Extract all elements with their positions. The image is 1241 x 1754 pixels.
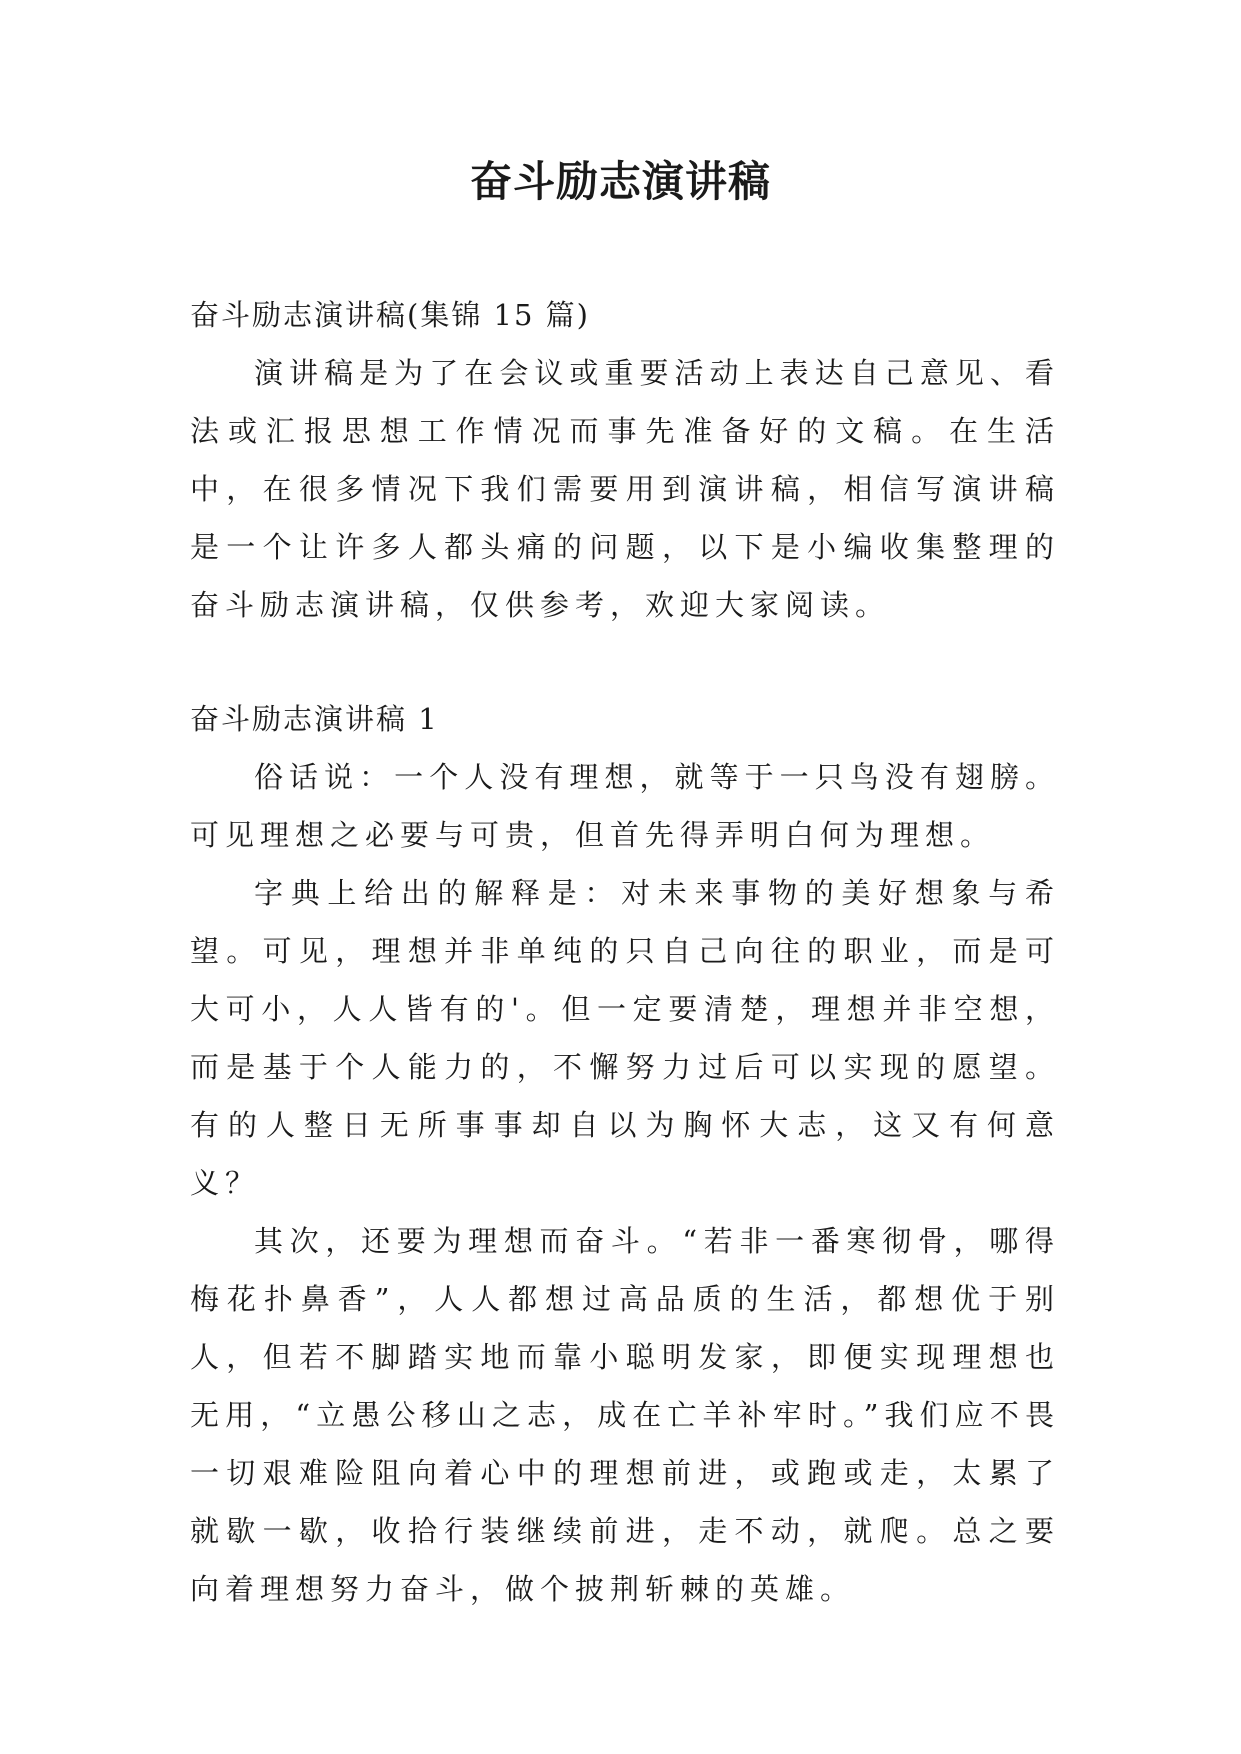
document-subtitle: 奋斗励志演讲稿(集锦 15 篇) (190, 298, 590, 332)
section-spacer (190, 634, 1060, 690)
section-heading: 奋斗励志演讲稿 1 (190, 702, 439, 736)
body-paragraph: 俗话说：一个人没有理想，就等于一只鸟没有翅膀。可见理想之必要与可贵，但首先得弄明白何为理想。 (190, 760, 1060, 852)
document-title: 奋斗励志演讲稿 (469, 157, 771, 206)
body-paragraph: 其次，还要为理想而奋斗。“若非一番寒彻骨，哪得梅花扑鼻香”，人人都想过高品质的生活，都想优于别人，但若不脚踏实地而靠小聪明发家，即便实现理想也无用，“立愚公移山之志，成在亡羊补牢时。”我们应不畏一切艰难险阻向着心中的理想前进，或跑或走，太累了就歇一歇，收拾行装继续前进，走不动，就爬。总之要向着理想努力奋斗，做个披荆斩棘的英雄。 (190, 1224, 1060, 1606)
intro-paragraph: 演讲稿是为了在会议或重要活动上表达自己意见、看法或汇报思想工作情况而事先准备好的文稿。在生活中，在很多情况下我们需要用到演讲稿，相信写演讲稿是一个让许多人都头痛的问题，以下是小编收集整理的奋斗励志演讲稿，仅供参考，欢迎大家阅读。 (190, 356, 1060, 622)
section-1 (190, 690, 1060, 1618)
body-paragraph: 字典上给出的解释是：对未来事物的美好想象与希望。可见，理想并非单纯的只自己向往的职业，而是可大可小，人人皆有的'。但一定要清楚，理想并非空想，而是基于个人能力的，不懈努力过后可以实现的愿望。有的人整日无所事事却自以为胸怀大志，这又有何意义？ (190, 876, 1060, 1200)
document-body (190, 286, 1060, 1618)
